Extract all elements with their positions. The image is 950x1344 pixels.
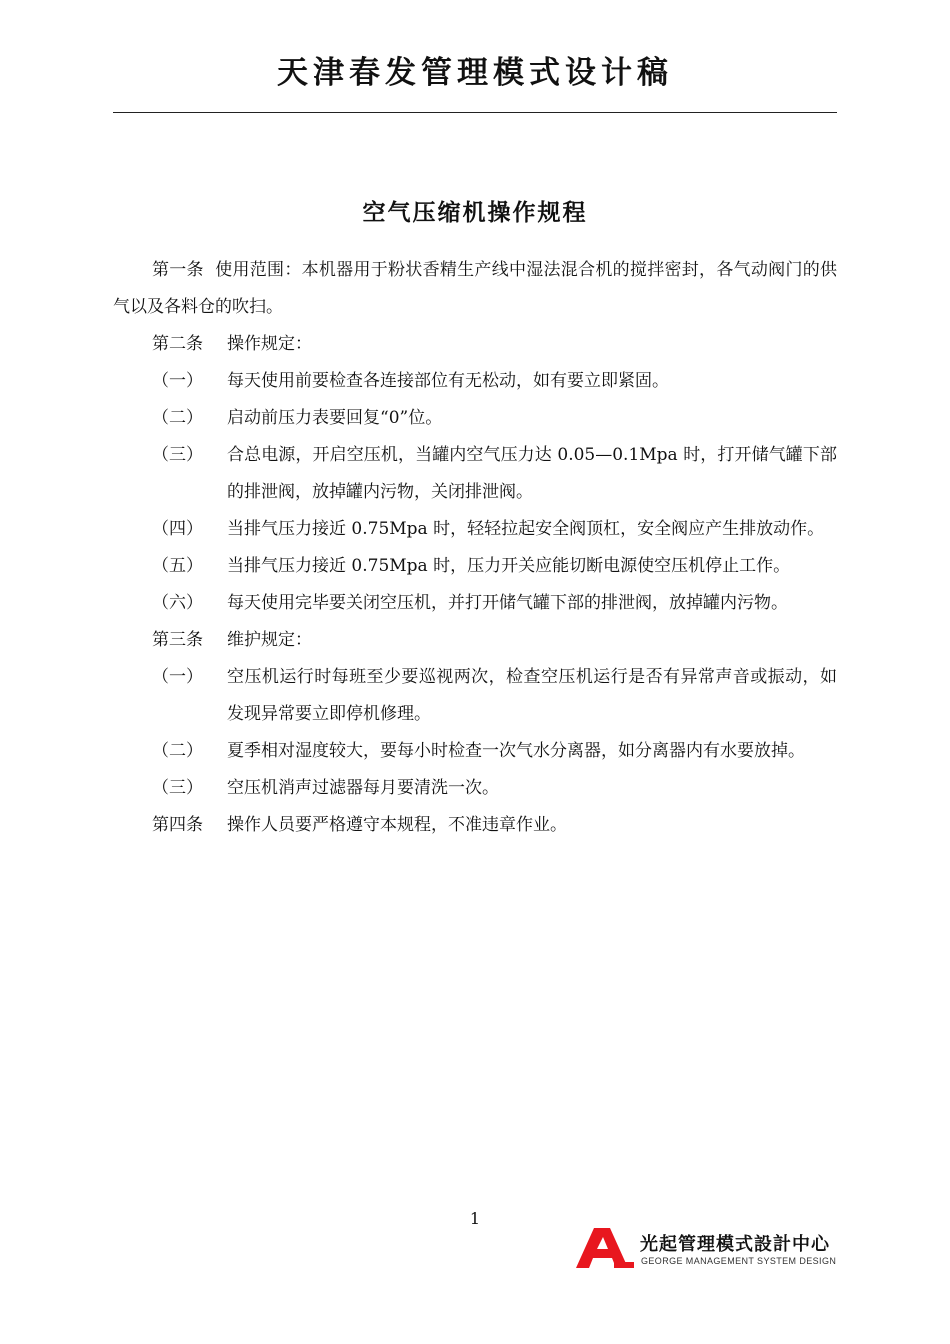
article-1 [113, 252, 837, 326]
logo-chinese-name: 光起管理模式設計中心 [640, 1234, 830, 1255]
article-1-text: 使用范围：本机器用于粉状香精生产线中湿法混合机的搅拌密封，各气动阀门的供气以及各料仓的吹扫。 [113, 260, 838, 317]
list-item-number: （二） [152, 408, 203, 428]
list-item-number: （一） [152, 667, 203, 687]
list-item [113, 363, 837, 400]
list-item-number: （五） [152, 556, 203, 576]
page-number: 1 [469, 1209, 481, 1228]
article-2-heading: 操作规定： [227, 334, 312, 354]
list-item [113, 733, 837, 770]
header-divider [113, 112, 837, 113]
list-item-text: 启动前压力表要回复“0”位。 [227, 408, 443, 428]
list-item-text: 夏季相对湿度较大，要每小时检查一次气水分离器，如分离器内有水要放掉。 [227, 741, 805, 761]
page-header-title: 天津春发管理模式设计稿 [277, 55, 673, 91]
list-item [113, 770, 837, 807]
article-2-label: 第二条 [152, 334, 203, 354]
article-2-heading-line [113, 326, 837, 363]
list-item-text: 每天使用前要检查各连接部位有无松动，如有要立即紧固。 [227, 371, 669, 391]
article-4-label: 第四条 [152, 815, 203, 835]
list-item-text: 每天使用完毕要关闭空压机，并打开储气罐下部的排泄阀，放掉罐内污物。 [227, 593, 788, 613]
article-3-label: 第三条 [152, 630, 203, 650]
list-item [113, 437, 837, 511]
letter-a-logo-icon [576, 1226, 636, 1270]
document-body [113, 252, 837, 844]
list-item-number: （一） [152, 371, 203, 391]
list-item-text: 当排气压力接近 0.75Mpa 时，压力开关应能切断电源使空压机停止工作。 [227, 556, 791, 576]
list-item [113, 659, 837, 733]
list-item-number: （三） [152, 778, 203, 798]
list-item [113, 585, 837, 622]
list-item-text: 合总电源，开启空压机，当罐内空气压力达 0.05—0.1Mpa 时，打开储气罐下部的排泄阀，放掉罐内污物，关闭排泄阀。 [227, 445, 837, 502]
list-item [113, 548, 837, 585]
list-item-text: 当排气压力接近 0.75Mpa 时，轻轻拉起安全阀顶杠，安全阀应产生排放动作。 [227, 519, 825, 539]
list-item-number: （二） [152, 741, 203, 761]
list-item-text: 空压机运行时每班至少要巡视两次，检查空压机运行是否有异常声音或振动，如发现异常要立即停机修理。 [227, 667, 837, 724]
article-4-line [113, 807, 837, 844]
list-item-number: （四） [152, 519, 203, 539]
list-item [113, 400, 837, 437]
list-item-number: （三） [152, 445, 203, 465]
article-4-text: 操作人员要严格遵守本规程，不准违章作业。 [227, 815, 567, 835]
logo-english-name: GEORGE MANAGEMENT SYSTEM DESIGN [641, 1256, 837, 1266]
article-3-heading: 维护规定： [227, 630, 312, 650]
list-item-number: （六） [152, 593, 203, 613]
company-logo [576, 1226, 838, 1270]
list-item [113, 511, 837, 548]
document-title: 空气压缩机操作规程 [362, 199, 588, 226]
article-1-label: 第一条 [152, 260, 204, 280]
list-item-text: 空压机消声过滤器每月要清洗一次。 [227, 778, 499, 798]
article-3-heading-line [113, 622, 837, 659]
